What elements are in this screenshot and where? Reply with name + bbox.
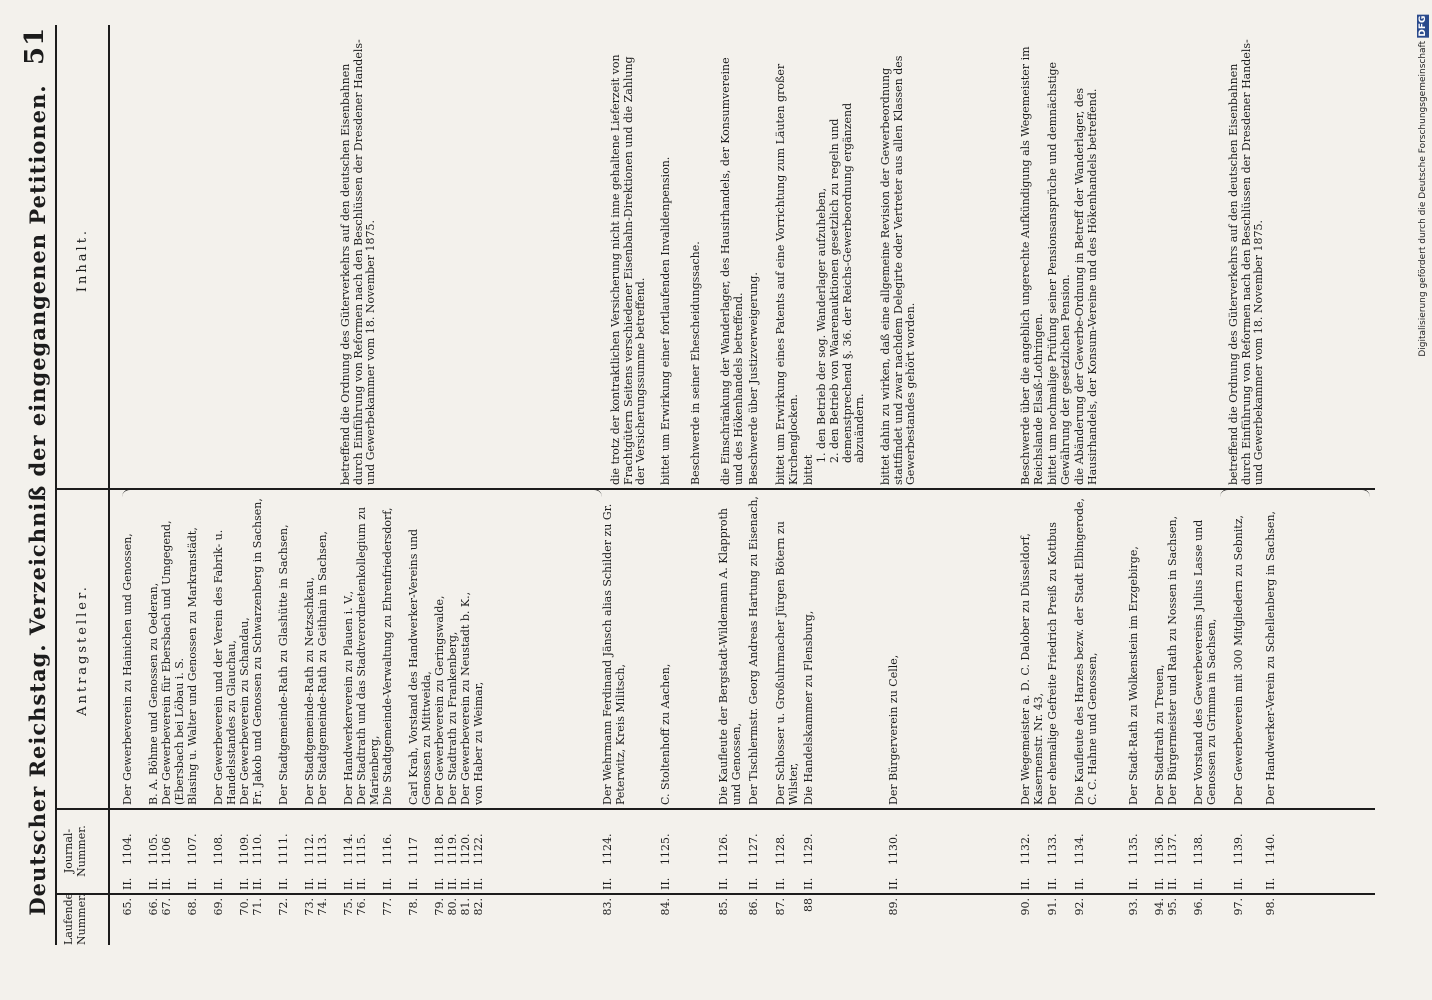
journal-number: 1118.	[433, 833, 446, 865]
row-number: 95.	[1166, 898, 1179, 916]
journal-prefix: II.	[381, 877, 394, 890]
petitioner: Fr. Jakob und Genossen zu Schwarzenberg in Sachsen,	[251, 498, 264, 805]
petitioner: Der Gewerbeverein zu Schandau,	[238, 617, 251, 805]
petitioner: Der Bürgermeister und Rath zu Nossen in Sachsen,	[1166, 515, 1179, 805]
petitioner: Blasing u. Walter und Genossen zu Markranstädt,	[186, 527, 199, 805]
footer-credit-text: Digitalisierung gefördert durch die Deutsche Forschungsgemeinschaft	[1418, 40, 1428, 357]
row-number: 83.	[601, 898, 614, 916]
petitioner: Der Stadtgemeinde-Rath zu Netzschkau,	[303, 577, 316, 805]
dfg-logo: DFG	[1418, 16, 1428, 38]
header-journal: Journal-Nummer.	[62, 825, 88, 877]
journal-prefix: II.	[251, 877, 264, 890]
journal-number: 1114.	[342, 833, 355, 865]
journal-prefix: II.	[407, 877, 420, 890]
row-number: 72.	[277, 898, 290, 916]
row-number: 77.	[381, 898, 394, 916]
petitioner: Der Gewerbeverein zu Geringswalde,	[433, 595, 446, 805]
journal-number: 1106	[160, 837, 173, 865]
row-number: 97.	[1232, 898, 1245, 916]
journal-prefix: II.	[601, 877, 614, 890]
row-number: 76.	[355, 898, 368, 916]
petitioner: Der Bürgerverein zu Celle,	[887, 654, 900, 805]
journal-prefix: II.	[238, 877, 251, 890]
petitioner: C. Stoltenhoff zu Aachen,	[659, 663, 672, 805]
journal-number: 1130.	[887, 833, 900, 865]
petitioner: Die Handelskammer zu Flensburg,	[802, 610, 815, 805]
header-inhalt: Inhalt.	[75, 227, 90, 293]
petitioner: Der Gewerbeverein für Ebersbach und Umgegend, (Ebersbach bei Löbau i. S.	[160, 520, 186, 805]
row-number: 87.	[774, 898, 787, 916]
journal-prefix: II.	[446, 877, 459, 890]
running-head: Deutscher Reichstag. Verzeichniß der eingegangenen Petitionen.	[25, 84, 50, 916]
journal-number: 1138.	[1192, 833, 1205, 865]
inhalt-text: bittet um nochmalige Prüfung seiner Pensionsansprüche und demnächstige Gewährung der gesetzlichen Pension.	[1046, 61, 1072, 485]
col-rule-2	[55, 809, 1375, 811]
row-number: 82.	[472, 898, 485, 916]
journal-prefix: II.	[1264, 877, 1277, 890]
journal-number: 1125.	[659, 833, 672, 865]
inhalt-text: die Einschränkung der Wanderlager, des Hausirhandels, der Konsumvereine und des Hökenhandels betreffend.	[719, 57, 745, 485]
journal-prefix: II.	[433, 877, 446, 890]
journal-number: 1124.	[601, 833, 614, 865]
journal-prefix: II.	[1166, 877, 1179, 890]
row-number: 69.	[212, 898, 225, 916]
journal-prefix: II.	[303, 877, 316, 890]
journal-prefix: II.	[1046, 877, 1059, 890]
petitioner: Der Handwerker-Verein zu Schellenberg in Sachsen,	[1264, 510, 1277, 805]
journal-number: 1133.	[1046, 833, 1059, 865]
journal-number: 1129.	[802, 833, 815, 865]
petitioner: Der Stadtgemeinde-Rath zu Glashütte in Sachsen,	[277, 524, 290, 805]
inhalt-text: 2. den Betrieb von Waarenauktionen gesetzlich zu regeln und demenstprechend §. 36. der Reichs-Gewerbeordnung ergänzend abzuändern.	[828, 102, 866, 463]
petitioner: Der Stadt-Rath zu Wolkenstein im Erzgebirge,	[1127, 546, 1140, 805]
row-number: 81.	[459, 898, 472, 916]
petitioner: Der Tischlermstr. Georg Andreas Hartung zu Eisenach,	[747, 496, 760, 805]
journal-prefix: II.	[212, 877, 225, 890]
journal-number: 1140.	[1264, 833, 1277, 865]
journal-number: 1132.	[1019, 833, 1032, 865]
journal-number: 1109.	[238, 833, 251, 865]
inhalt-text: bittet um Erwirkung einer fortlaufenden Invalidenpension.	[659, 156, 672, 485]
inhalt-text: bittet dahin zu wirken, daß eine allgemeine Revision der Gewerbeordnung stattfindet und zwar nachdem Delegirte oder Vertreter aus allen Klassen des Gewerbestandes gehört worden.	[879, 55, 917, 485]
journal-prefix: II.	[774, 877, 787, 890]
row-number: 85.	[717, 898, 730, 916]
journal-number: 1134.	[1073, 833, 1086, 865]
journal-prefix: II.	[887, 877, 900, 890]
journal-prefix: II.	[472, 877, 485, 890]
journal-number: 1135.	[1127, 833, 1140, 865]
row-number: 89.	[887, 898, 900, 916]
top-rule	[55, 25, 57, 945]
inhalt-text: Beschwerde über Justizverweigerung.	[747, 272, 760, 485]
col-rule-1	[55, 894, 1375, 896]
petitioner: Der Stadtgemeinde-Rath zu Geithain in Sachsen,	[316, 530, 329, 805]
row-number: 92.	[1073, 898, 1086, 916]
journal-prefix: II.	[459, 877, 472, 890]
petitioner: Der Stadtrath zu Frankenberg,	[446, 631, 459, 805]
header-antrag: Antragsteller.	[75, 584, 90, 716]
journal-number: 1115.	[355, 833, 368, 865]
journal-number: 1139.	[1232, 833, 1245, 865]
journal-number: 1110.	[251, 833, 264, 865]
journal-prefix: II.	[802, 877, 815, 890]
row-number: 70.	[238, 898, 251, 916]
journal-number: 1120.	[459, 833, 472, 865]
petitioner: Der ehemalige Gefreite Friedrich Preiß zu Kottbus	[1046, 522, 1059, 805]
row-number: 71.	[251, 898, 264, 916]
petitioner: Der Gewerbeverein und der Verein des Fabrik- u. Handelsstandes zu Glauchau,	[212, 529, 238, 805]
inhalt-text: die Abänderung der Gewerbe-Ordnung in Betreff der Wanderlager, des Hausirhandels, der Konsum-Vereine und des Hökenhandels betreffend.	[1073, 87, 1099, 485]
journal-prefix: II.	[147, 877, 160, 890]
petitioner: Die Kaufleute der Bergstadt-Wildemann A. Klapproth und Genossen,	[717, 507, 743, 805]
journal-number: 1113.	[316, 833, 329, 865]
journal-prefix: II.	[1019, 877, 1032, 890]
row-number: 73.	[303, 898, 316, 916]
journal-number: 1119.	[446, 833, 459, 865]
row-number: 67.	[160, 898, 173, 916]
journal-prefix: II.	[1153, 877, 1166, 890]
petitioner: Der Handwerkerverein zu Plauen i. V.,	[342, 590, 355, 805]
row-number: 78.	[407, 898, 420, 916]
petitioner: B. A. Böhme und Genossen zu Oederan,	[147, 582, 160, 805]
petitioner: Carl Krah, Vorstand des Handwerker-Vereins und Genossen zu Mittweida,	[407, 528, 433, 805]
journal-prefix: II.	[121, 877, 134, 890]
inhalt-text: die trotz der kontraktlichen Versicherung nicht inne gehaltene Lieferzeit von Frachtgütern Seitens verschiedener Eisenbahn-Direktionen und die Zahlung der Versicherungssumme betreffend.	[609, 54, 647, 485]
inhalt-text: Beschwerde in seiner Ehescheidungssache.	[689, 241, 702, 485]
journal-number: 1136.	[1153, 833, 1166, 865]
row-number: 74.	[316, 898, 329, 916]
petitioner: Der Gewerbeverein mit 300 Mitgliedern zu Sebnitz,	[1232, 514, 1245, 805]
petitioner: Die Stadtgemeinde-Verwaltung zu Ehrenfriedersdorf,	[381, 507, 394, 805]
journal-prefix: II.	[316, 877, 329, 890]
row-number: 86.	[747, 898, 760, 916]
brace-group-2	[1220, 489, 1370, 500]
journal-prefix: II.	[747, 877, 760, 890]
journal-prefix: II.	[186, 877, 199, 890]
row-number: 84.	[659, 898, 672, 916]
journal-number: 1116.	[381, 833, 394, 865]
journal-prefix: II.	[355, 877, 368, 890]
petitioner: Der Wehrmann Ferdinand Jänsch alias Schilder zu Gr. Peterwitz, Kreis Militsch,	[601, 503, 627, 805]
journal-prefix: II.	[342, 877, 355, 890]
row-number: 80.	[446, 898, 459, 916]
row-number: 88	[802, 898, 815, 912]
petitioner: Der Wegemeister a. D. C. Dalober zu Düsseldorf, Kasernenstr. Nr. 43,	[1019, 533, 1045, 805]
journal-number: 1126.	[717, 833, 730, 865]
petitioner: Der Gewerbeverein zu Neustadt b. K.,	[459, 591, 472, 805]
journal-number: 1137.	[1166, 833, 1179, 865]
row-number: 65.	[121, 898, 134, 916]
row-number: 68.	[186, 898, 199, 916]
inhalt-text: 1. den Betrieb der sog. Wanderlager aufzuheben,	[815, 187, 828, 463]
petitioner: Die Kaufleute des Harzes bezw. der Stadt Elbingerode, C. C. Hahne und Genossen,	[1073, 497, 1099, 805]
petitioner: Der Schlosser u. Großuhrmacher Jürgen Bötern zu Wilster,	[774, 521, 800, 805]
row-number: 90.	[1019, 898, 1032, 916]
journal-prefix: II.	[1073, 877, 1086, 890]
journal-number: 1127.	[747, 833, 760, 865]
journal-number: 1104.	[121, 833, 134, 865]
petitioner: Der Stadtrath und das Stadtverordnetenkollegium zu Marienberg,	[355, 506, 381, 805]
row-number: 91.	[1046, 898, 1059, 916]
journal-prefix: II.	[659, 877, 672, 890]
journal-number: 1105.	[147, 833, 160, 865]
journal-prefix: II.	[1192, 877, 1205, 890]
petitioner: Der Gewerbeverein zu Hainichen und Genossen,	[121, 533, 134, 805]
journal-number: 1117	[407, 837, 420, 865]
row-number: 79.	[433, 898, 446, 916]
row-number: 98.	[1264, 898, 1277, 916]
page-number: 51	[20, 26, 50, 65]
brace-group-1	[122, 489, 602, 500]
row-number: 94.	[1153, 898, 1166, 916]
row-number: 75.	[342, 898, 355, 916]
journal-number: 1107.	[186, 833, 199, 865]
inhalt-text: betreffend die Ordnung des Güterverkehrs auf den deutschen Eisenbahnen durch Einführung von Reformen nach den Beschlüssen der Dresdener Handels- und Gewerbekammer vom 18. November 1875.	[1227, 39, 1265, 485]
row-number: 66.	[147, 898, 160, 916]
petitioner: Der Stadtrath zu Treuen,	[1153, 664, 1166, 805]
header-lfd: Laufende Nummer.	[62, 892, 88, 945]
journal-number: 1112.	[303, 833, 316, 865]
journal-number: 1128.	[774, 833, 787, 865]
footer-credit	[1417, 15, 1429, 357]
journal-prefix: II.	[1232, 877, 1245, 890]
inhalt-text: bittet um Erwirkung eines Patents auf eine Vorrichtung zum Läuten großer Kirchenglocken.	[774, 63, 800, 485]
inhalt-text: betreffend die Ordnung des Güterverkehrs auf den deutschen Eisenbahnen durch Einführung von Reformen nach den Beschlüssen der Dresdener Handels- und Gewerbekammer vom 18. November 1875.	[339, 39, 377, 485]
row-number: 96.	[1192, 898, 1205, 916]
journal-prefix: II.	[277, 877, 290, 890]
journal-number: 1111.	[277, 833, 290, 865]
inhalt-text: Beschwerde über die angeblich ungerechte Aufkündigung als Wegemeister im Reichslande Elsaß-Lothringen.	[1019, 46, 1045, 485]
petitioner: von Haber zu Weimar,	[472, 681, 485, 805]
journal-prefix: II.	[717, 877, 730, 890]
row-number: 93.	[1127, 898, 1140, 916]
petitioner: Der Vorstand des Gewerbevereins Julius Lasse und Genossen zu Grimma in Sachsen,	[1192, 519, 1218, 805]
journal-prefix: II.	[160, 877, 173, 890]
header-rule	[108, 25, 110, 945]
inhalt-text: bittet	[802, 454, 815, 485]
journal-number: 1108.	[212, 833, 225, 865]
journal-prefix: II.	[1127, 877, 1140, 890]
journal-number: 1122.	[472, 833, 485, 865]
